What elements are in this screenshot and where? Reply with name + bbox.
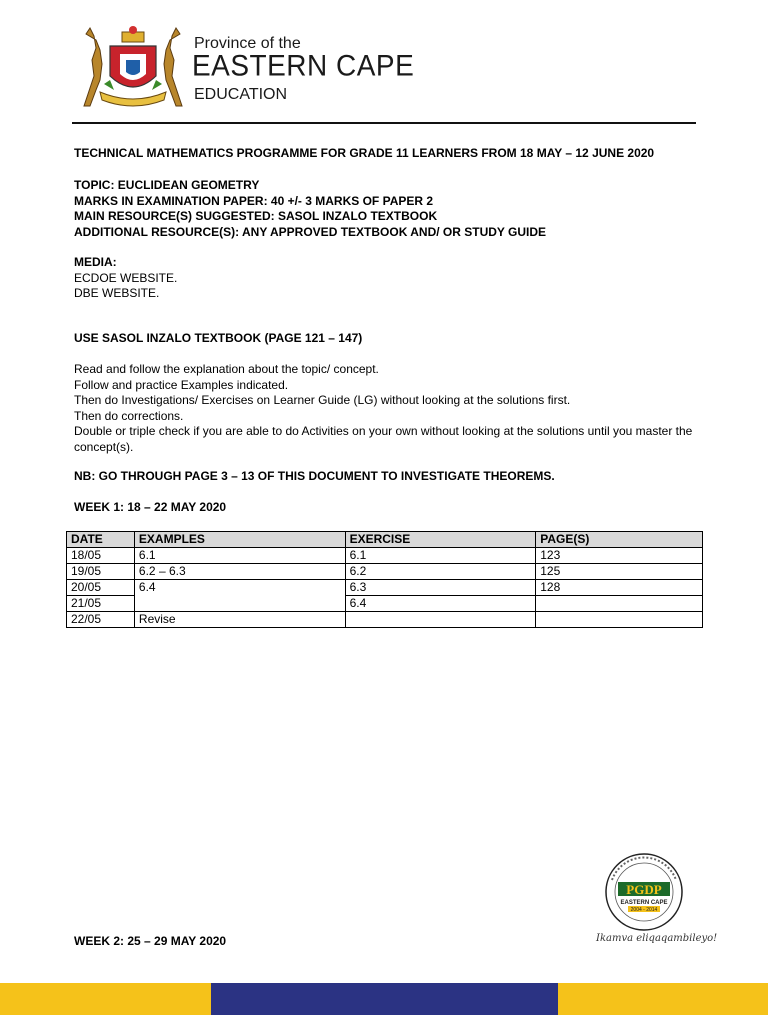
column-header-exercise: EXERCISE	[345, 532, 536, 548]
cell-exercise: 6.1	[345, 548, 536, 564]
province-label: Province of the	[194, 35, 301, 52]
pgdp-years: 2004 - 2014	[630, 907, 658, 913]
department-name: EDUCATION	[194, 86, 288, 103]
column-header-date: DATE	[67, 532, 135, 548]
table-row	[67, 612, 703, 628]
document-title: TECHNICAL MATHEMATICS PROGRAMME FOR GRADE 11 LEARNERS FROM 18 MAY – 12 JUNE 2020	[74, 146, 655, 160]
marks-line: MARKS IN EXAMINATION PAPER: 40 +/- 3 MARKS OF PAPER 2	[74, 193, 434, 208]
table-row	[67, 580, 703, 596]
table-header-row	[67, 532, 703, 548]
coat-of-arms-icon	[74, 24, 192, 110]
cell-pages: 125	[536, 564, 703, 580]
main-resource-line: MAIN RESOURCE(S) SUGGESTED: SASOL INZALO TEXTBOOK	[74, 209, 438, 223]
instruction-line: Follow and practice Examples indicated.	[74, 377, 289, 392]
instruction-line: Read and follow the explanation about the topic/ concept.	[74, 362, 379, 376]
province-name: EASTERN CAPE	[192, 49, 415, 82]
header-divider	[72, 122, 696, 124]
cell-pages: 123	[536, 548, 703, 564]
cell-exercise: 6.3	[345, 580, 536, 596]
cell-examples: 6.2 – 6.3	[134, 564, 345, 580]
instruction-line: Then do corrections.	[74, 408, 184, 423]
pgdp-seal-icon	[598, 852, 690, 944]
instruction-line: Double or triple check if you are able to do Activities on your own without looking at the solutions until you master the concept(s).	[74, 424, 693, 454]
table-row	[67, 548, 703, 564]
additional-resource-line: ADDITIONAL RESOURCE(S): ANY APPROVED TEXTBOOK AND/ OR STUDY GUIDE	[74, 224, 547, 239]
column-header-pages: PAGE(S)	[536, 532, 703, 548]
instructions-block	[74, 362, 714, 455]
cell-examples: 6.1	[134, 548, 345, 564]
cell-date: 21/05	[67, 596, 135, 612]
pgdp-tagline: Ikamva eliqaqambileyo!	[596, 933, 718, 944]
cell-date: 19/05	[67, 564, 135, 580]
pgdp-name: PGDP	[626, 882, 662, 897]
cell-examples: Revise	[134, 612, 345, 628]
cell-pages: 128	[536, 580, 703, 596]
instruction-line: Then do Investigations/ Exercises on Learner Guide (LG) without looking at the solutions first.	[74, 393, 571, 407]
footer-blue-center	[211, 983, 558, 1015]
cell-date: 18/05	[67, 548, 135, 564]
table-row	[67, 564, 703, 580]
schedule-table	[66, 531, 703, 628]
media-block	[74, 255, 714, 302]
nb-note: NB: GO THROUGH PAGE 3 – 13 OF THIS DOCUMENT TO INVESTIGATE THEOREMS.	[74, 469, 555, 483]
cell-exercise: 6.4	[345, 596, 536, 612]
cell-pages	[536, 612, 703, 628]
cell-exercise: 6.2	[345, 564, 536, 580]
media-heading: MEDIA:	[74, 255, 117, 269]
textbook-instruction: USE SASOL INZALO TEXTBOOK (PAGE 121 – 147)	[74, 331, 363, 345]
pgdp-region: EASTERN CAPE	[620, 900, 668, 906]
footer-color-bar	[0, 983, 768, 1015]
footer-yellow-right	[558, 983, 768, 1015]
footer-yellow-left	[0, 983, 211, 1015]
cell-pages	[536, 596, 703, 612]
cell-exercise	[345, 612, 536, 628]
week1-heading: WEEK 1: 18 – 22 MAY 2020	[74, 500, 227, 514]
topic-line: TOPIC: EUCLIDEAN GEOMETRY	[74, 178, 260, 192]
column-header-examples: EXAMPLES	[134, 532, 345, 548]
media-item: DBE WEBSITE.	[74, 286, 160, 300]
cell-date: 22/05	[67, 612, 135, 628]
cell-date: 20/05	[67, 580, 135, 596]
week2-heading: WEEK 2: 25 – 29 MAY 2020	[74, 934, 227, 948]
cell-examples: 6.4	[134, 580, 345, 612]
media-item: ECDOE WEBSITE.	[74, 270, 178, 285]
topic-block	[74, 178, 714, 240]
